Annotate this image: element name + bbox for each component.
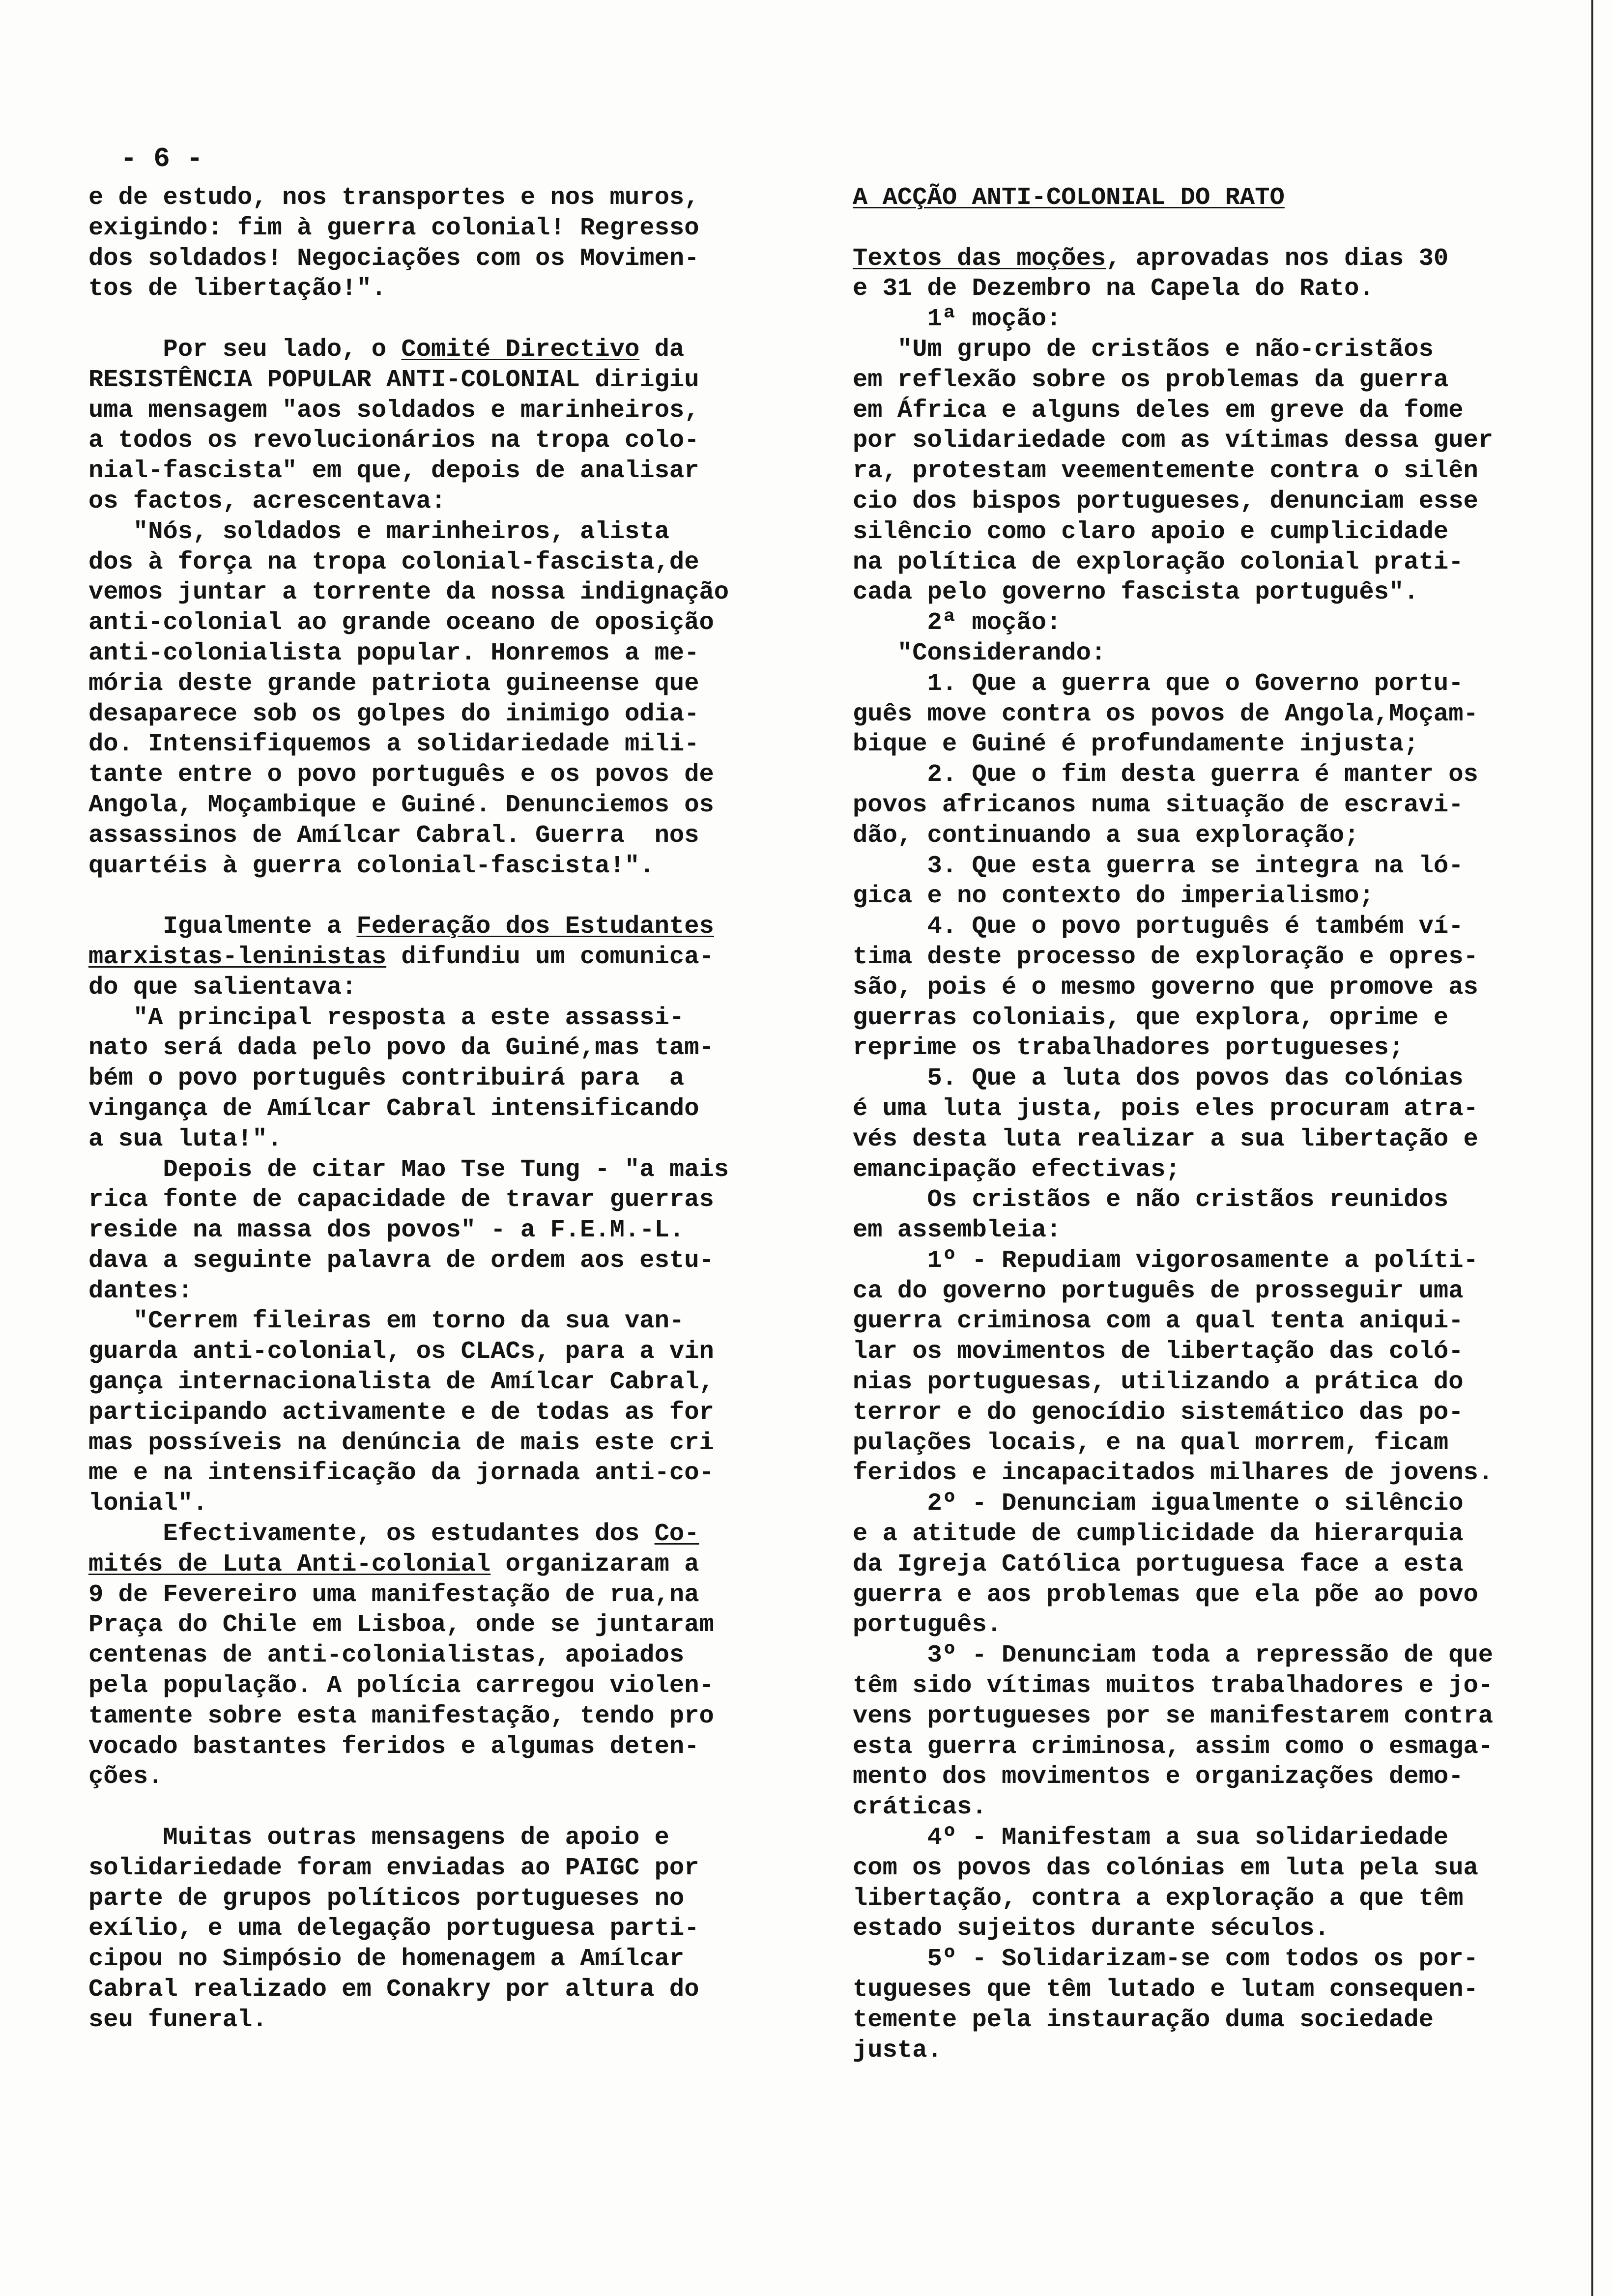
text-line: Cabral realizado em Conakry por altura do (88, 1976, 699, 2004)
text-line: ca do governo português de prosseguir uma (853, 1277, 1464, 1305)
text-line: RESISTÊNCIA POPULAR ANTI-COLONIAL dirigiu (88, 366, 699, 394)
text-line: 4º - Manifestam a sua solidariedade (853, 1824, 1449, 1852)
text-line: da Igreja Católica portuguesa face a esta (853, 1550, 1464, 1578)
text-line: dava a seguinte palavra de ordem aos estu- (88, 1246, 714, 1275)
text-line: Efectivamente, os estudantes dos Co- (88, 1520, 699, 1549)
text-line: pulações locais, e na qual morrem, ficam (853, 1429, 1449, 1457)
text-line: exigindo: fim à guerra colonial! Regresso (88, 214, 699, 242)
text-line: ções. (88, 1763, 163, 1791)
text-line: gica e no contexto do imperialismo; (853, 882, 1374, 911)
text-line: 9 de Fevereiro uma manifestação de rua,na (88, 1580, 699, 1609)
text-line: dos à força na tropa colonial-fascista,de (88, 548, 699, 576)
text-line: mas possíveis na denúncia de mais este cri (88, 1429, 714, 1457)
text-line: Angola, Moçambique e Guiné. Denunciemos os (88, 791, 714, 819)
text-line: 2. Que o fim desta guerra é manter os (853, 761, 1478, 789)
text-line: assassinos de Amílcar Cabral. Guerra nos (88, 821, 699, 850)
text-line: feridos e incapacitados milhares de jovens. (853, 1459, 1494, 1488)
text-line: nato será dada pelo povo da Guiné,mas tam- (88, 1034, 714, 1062)
text-line: por solidariedade com as vítimas dessa guer (853, 427, 1494, 455)
text-line: centenas de anti-colonialistas, apoiados (88, 1641, 685, 1670)
text-line: a sua luta!". (88, 1125, 282, 1153)
text-line: mités de Luta Anti-colonial organizaram a (88, 1550, 699, 1578)
text-line: 4. Que o povo português é também ví- (853, 913, 1464, 941)
text-line: e de estudo, nos transportes e nos muros, (88, 184, 699, 212)
section-heading: A ACÇÃO ANTI-COLONIAL DO RATO (853, 184, 1285, 212)
text-line: e 31 de Dezembro na Capela do Rato. (853, 275, 1374, 303)
text-line: anti-colonialista popular. Honremos a me- (88, 639, 699, 667)
text-line: vens portugueses por se manifestarem contra (853, 1702, 1494, 1730)
text-line: bém o povo português contribuirá para a (88, 1064, 685, 1093)
text-line: tima deste processo de exploração e opres- (853, 943, 1478, 971)
text-line: mento dos movimentos e organizações demo- (853, 1763, 1464, 1791)
text-line: vés desta luta realizar a sua libertação e (853, 1125, 1478, 1153)
text-line: "Cerrem fileiras em torno da sua van- (88, 1307, 685, 1336)
text-line: 1. Que a guerra que o Governo portu- (853, 669, 1464, 698)
text-line: anti-colonial ao grande oceano de oposição (88, 609, 714, 637)
text-line: dantes: (88, 1277, 193, 1305)
text-line: é uma luta justa, pois eles procuram atra- (853, 1094, 1478, 1123)
text-line: em assembleia: (853, 1216, 1062, 1245)
text-line: com os povos das colónias em luta pela sua (853, 1854, 1478, 1882)
text-line: português. (853, 1611, 1002, 1639)
text-line: me e na intensificação da jornada anti-co- (88, 1459, 714, 1488)
text-line: do. Intensifiquemos a solidariedade mili- (88, 730, 699, 759)
text-line: esta guerra criminosa, assim como o esmaga- (853, 1732, 1494, 1761)
text-line: pela população. A polícia carregou violen- (88, 1672, 714, 1700)
text-line: 1ª moção: (853, 305, 1062, 334)
text-line: 2ª moção: (853, 609, 1062, 637)
text-line: guerra criminosa com a qual tenta aniqui- (853, 1307, 1464, 1336)
text-line: 1º - Repudiam vigorosamente a políti- (853, 1246, 1478, 1275)
text-line: vingança de Amílcar Cabral intensificando (88, 1094, 699, 1123)
page-number: - 6 - (120, 143, 203, 174)
text-line: Os cristãos e não cristãos reunidos (853, 1186, 1449, 1214)
text-line: em África e alguns deles em greve da fome (853, 396, 1464, 425)
text-line: marxistas-leninistas difundiu um comunica- (88, 943, 714, 971)
text-line: guerra e aos problemas que ela põe ao povo (853, 1580, 1478, 1609)
text-line: povos africanos numa situação de escravi- (853, 791, 1464, 819)
text-line: "Um grupo de cristãos e não-cristãos (853, 335, 1434, 364)
paragraph-block (88, 183, 786, 304)
text-line: a todos os revolucionários na tropa colo- (88, 427, 699, 455)
text-line: Igualmente a Federação dos Estudantes (88, 913, 714, 941)
text-line: Praça do Chile em Lisboa, onde se juntaram (88, 1611, 714, 1639)
text-line: gança internacionalista de Amílcar Cabral, (88, 1368, 714, 1397)
text-line: seu funeral. (88, 2006, 267, 2034)
intro-underlined: Textos das moções (853, 244, 1106, 273)
text-line: tamente sobre esta manifestação, tendo pro (88, 1702, 714, 1730)
text-line: temente pela instauração duma sociedade (853, 2006, 1434, 2034)
text-line: guarda anti-colonial, os CLACs, para a vin (88, 1338, 714, 1366)
text-line: vemos juntar a torrente da nossa indignação (88, 578, 729, 607)
text-line: uma mensagem "aos soldados e marinheiros, (88, 396, 699, 425)
text-line: guerras coloniais, que explora, oprime e (853, 1004, 1449, 1032)
text-line: na política de exploração colonial prati- (853, 548, 1464, 576)
text-line: emancipação efectivas; (853, 1155, 1180, 1184)
text-line: do que salientava: (88, 973, 357, 1002)
text-line: cio dos bispos portugueses, denunciam esse (853, 487, 1478, 516)
text-line: são, pois é o mesmo governo que promove as (853, 973, 1478, 1002)
text-line: Muitas outras mensagens de apoio e (88, 1824, 669, 1852)
text-line: 5º - Solidarizam-se com todos os por- (853, 1945, 1478, 1974)
text-line: estado sujeitos durante séculos. (853, 1915, 1329, 1943)
text-line: quartéis à guerra colonial-fascista!". (88, 852, 655, 880)
text-line: exílio, e uma delegação portuguesa parti- (88, 1915, 699, 1943)
text-line: 2º - Denunciam igualmente o silêncio (853, 1490, 1464, 1518)
right-column (853, 183, 1531, 2066)
text-line: nias portuguesas, utilizando a prática do (853, 1368, 1464, 1397)
text-line: solidariedade foram enviadas ao PAIGC por (88, 1854, 699, 1882)
text-line: vocado bastantes feridos e algumas deten- (88, 1732, 699, 1761)
text-line: terror e do genocídio sistemático das po- (853, 1398, 1464, 1427)
text-line: Por seu lado, o Comité Directivo da (88, 335, 685, 364)
text-line: tugueses que têm lutado e lutam consequen- (853, 1976, 1478, 2004)
text-line: e a atitude de cumplicidade da hierarquia (853, 1520, 1464, 1549)
text-line: justa. (853, 2036, 942, 2065)
text-line: bique e Guiné é profundamente injusta; (853, 730, 1419, 759)
text-line: lonial". (88, 1490, 208, 1518)
text-line: guês move contra os povos de Angola,Moçam- (853, 700, 1478, 728)
text-line: ra, protestam veementemente contra o silên (853, 457, 1478, 486)
text-line: dos soldados! Negociações com os Movimen- (88, 244, 699, 273)
text-line: mória deste grande patriota guineense que (88, 669, 699, 698)
text-line: 3. Que esta guerra se integra na ló- (853, 852, 1464, 880)
text-line: cipou no Simpósio de homenagem a Amílcar (88, 1945, 685, 1974)
text-line: lar os movimentos de libertação das coló- (853, 1338, 1464, 1366)
left-column (88, 183, 786, 2036)
text-line: reside na massa dos povos" - a F.E.M.-L. (88, 1216, 685, 1245)
text-line: 3º - Denunciam toda a repressão de que (853, 1641, 1494, 1670)
text-line: têm sido vítimas muitos trabalhadores e jo- (853, 1672, 1494, 1700)
paragraph-block (88, 1823, 786, 2036)
text-line: parte de grupos políticos portugueses no (88, 1884, 685, 1913)
text-line: nial-fascista" em que, depois de analisar (88, 457, 699, 486)
text-line: dão, continuando a sua exploração; (853, 821, 1359, 850)
text-line: "Considerando: (853, 639, 1106, 667)
text-line: Depois de citar Mao Tse Tung - "a mais (88, 1155, 729, 1184)
right-column-text (853, 274, 1531, 2066)
paragraph-block (88, 335, 786, 881)
text-line: silêncio como claro apoio e cumplicidade (853, 517, 1449, 546)
paragraph-block (88, 912, 786, 1792)
text-line: desaparece sob os golpes do inimigo odia- (88, 700, 699, 728)
scan-edge-line (1591, 0, 1593, 2296)
text-line: em reflexão sobre os problemas da guerra (853, 366, 1449, 394)
text-line: reprime os trabalhadores portugueses; (853, 1034, 1404, 1062)
text-line: os factos, acrescentava: (88, 487, 446, 516)
text-line: tante entre o povo português e os povos de (88, 761, 714, 789)
text-line: cráticas. (853, 1793, 987, 1822)
text-line: cada pelo governo fascista português". (853, 578, 1419, 607)
text-line: tos de libertação!". (88, 275, 387, 303)
text-line: participando activamente e de todas as for (88, 1398, 714, 1427)
text-line: 5. Que a luta dos povos das colónias (853, 1064, 1464, 1093)
intro-line (853, 244, 1531, 274)
text-line: rica fonte de capacidade de travar guerras (88, 1186, 714, 1214)
text-line: "A principal resposta a este assassi- (88, 1004, 685, 1032)
text-line: "Nós, soldados e marinheiros, alista (88, 517, 669, 546)
intro-rest: , aprovadas nos dias 30 (1106, 244, 1449, 273)
text-line: libertação, contra a exploração a que têm (853, 1884, 1464, 1913)
